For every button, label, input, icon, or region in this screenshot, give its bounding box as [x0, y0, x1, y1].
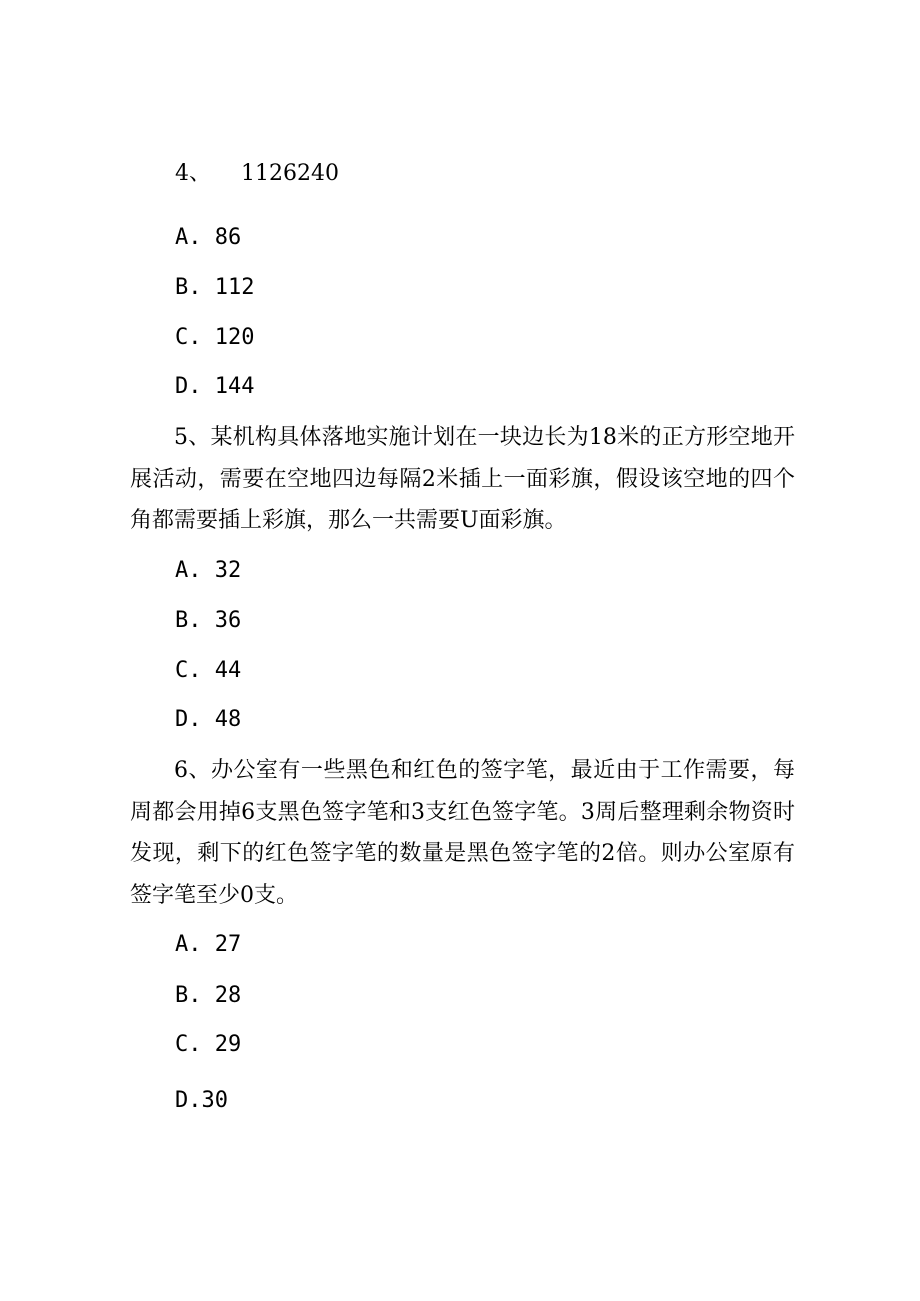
question-4-header [175, 163, 339, 185]
question-5-option-b: B. 36 [175, 608, 242, 633]
question-4-option-a: A. 86 [175, 225, 242, 250]
question-6-option-b: B. 28 [175, 983, 242, 1008]
question-6-option-c: C. 29 [175, 1032, 242, 1057]
question-4-option-d: D. 144 [175, 374, 255, 399]
question-5-text: 5、某机构具体落地实施计划在一块边长为18米的正方形空地开展活动，需要在空地四边每隔2米插上一面彩旗，假设该空地的四个角都需要插上彩旗，那么一共需要U面彩旗。 [130, 425, 795, 533]
question-5-option-c: C. 44 [175, 658, 242, 683]
question-4-number: 4、 [175, 161, 211, 186]
question-4-option-b: B. 112 [175, 275, 255, 300]
question-6-text: 6、办公室有一些黑色和红色的签字笔，最近由于工作需要，每周都会用掉6支黑色签字笔和3支红色签字笔。3周后整理剩余物资时发现，剩下的红色签字笔的数量是黑色签字笔的2倍。则办公室原有签字笔至少0支。 [130, 758, 795, 908]
question-5-option-d: D. 48 [175, 707, 242, 732]
question-4-text: 1126240 [241, 161, 339, 186]
question-6-option-a: A. 27 [175, 932, 242, 957]
question-6-option-d: D.30 [175, 1088, 228, 1113]
question-4-option-c: C. 120 [175, 325, 255, 350]
question-5-option-a: A. 32 [175, 558, 242, 583]
